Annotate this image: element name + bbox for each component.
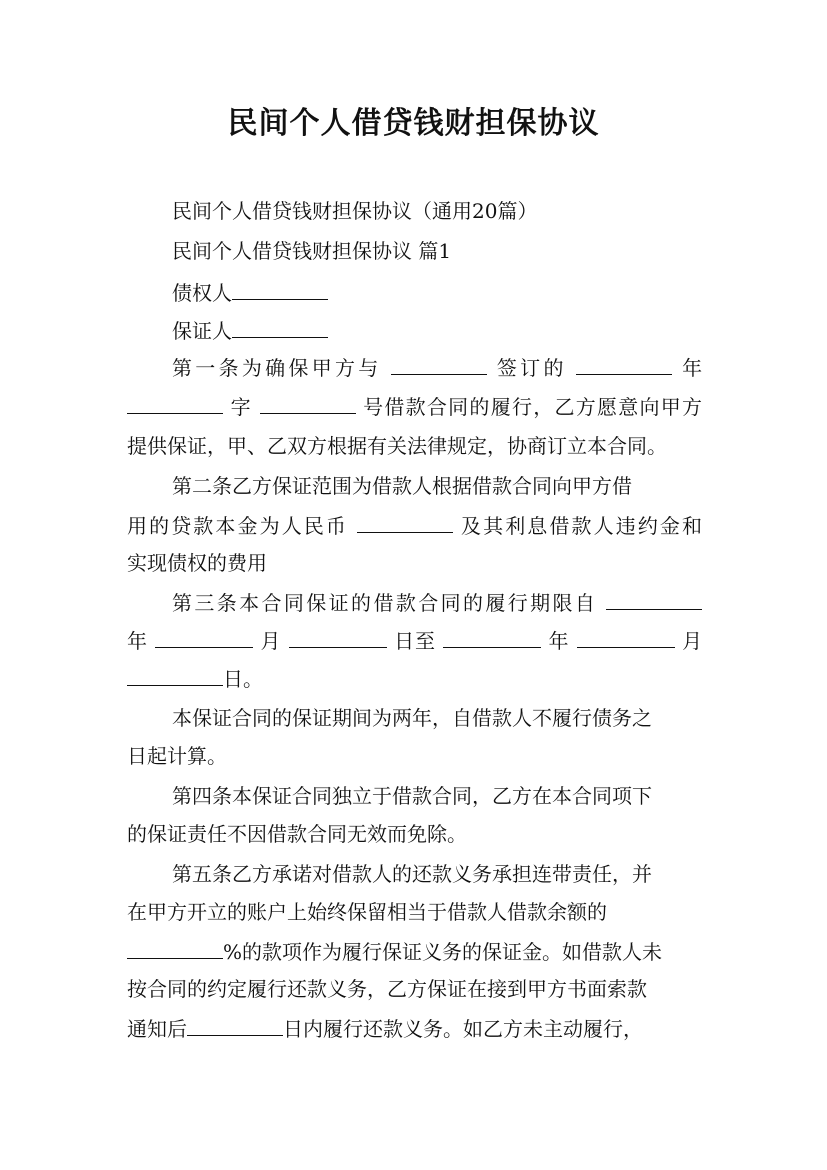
clause-3-line	[172, 587, 702, 618]
clause-5-line	[127, 936, 702, 967]
clause-1-line	[172, 352, 702, 383]
section-heading	[172, 236, 702, 266]
text: %的款项作为履行保证义务的保证金。如借款人未	[223, 940, 663, 964]
document-title: 民间个人借贷钱财担保协议	[227, 106, 600, 141]
text: 号借款合同的履行，乙方愿意向甲方	[363, 395, 703, 419]
blank-field	[357, 510, 453, 533]
text: 年	[127, 629, 148, 653]
clause-4-line	[127, 819, 702, 849]
text: 第五条乙方承诺对借款人的还款义务承担连带责任，并	[172, 862, 652, 886]
text: 第三条本合同保证的借款合同的履行期限自	[172, 591, 598, 615]
clause-5-line	[172, 859, 702, 889]
text: 通知后	[127, 1017, 187, 1041]
clause-2-line	[172, 471, 702, 501]
subtitle-line	[172, 196, 702, 226]
clause-4-line	[172, 781, 702, 811]
blank-field	[260, 391, 356, 414]
text: 及其利息借款人违约金和	[460, 514, 703, 538]
blank-field	[187, 1013, 283, 1036]
text: 第一条为确保甲方与	[172, 356, 382, 380]
blank-field	[232, 277, 328, 300]
text: 本保证合同的保证期间为两年，自借款人不履行债务之	[172, 706, 652, 730]
text: 年	[548, 629, 570, 653]
clause-2-line	[127, 548, 702, 578]
clause-3-line	[127, 625, 702, 656]
text: 民间个人借贷钱财担保协议（通用20篇）	[172, 199, 538, 223]
blank-field	[155, 625, 253, 648]
text: 保证人	[172, 319, 232, 343]
text: 签订的	[496, 356, 567, 380]
blank-field	[391, 352, 487, 375]
text: 的保证责任不因借款合同无效而免除。	[127, 822, 467, 846]
text: 提供保证，甲、乙双方根据有关法律规定，协商订立本合同。	[127, 434, 667, 458]
blank-field	[127, 663, 223, 686]
text: 在甲方开立的账户上始终保留相当于借款人借款余额的	[127, 900, 607, 924]
clause-3-line	[127, 663, 702, 694]
text: 日。	[223, 667, 263, 691]
text: 债权人	[172, 281, 232, 305]
blank-field	[576, 352, 672, 375]
clause-5-line	[127, 974, 702, 1004]
clause-1-line	[127, 431, 702, 461]
blank-field	[127, 391, 223, 414]
clause-5-line	[127, 1013, 702, 1044]
text: 年	[682, 356, 703, 380]
clause-1-line	[127, 391, 702, 422]
blank-field	[289, 625, 387, 648]
blank-field	[127, 936, 223, 959]
text: 实现债权的费用	[127, 551, 267, 575]
text: 民间个人借贷钱财担保协议 篇1	[172, 239, 452, 263]
text: 字	[230, 395, 252, 419]
blank-field	[443, 625, 541, 648]
guarantor-line	[172, 315, 702, 346]
text: 用的贷款本金为人民币	[127, 514, 349, 538]
blank-field	[577, 625, 675, 648]
text: 日内履行还款义务。如乙方未主动履行，	[283, 1017, 643, 1041]
text: 日起计算。	[127, 744, 227, 768]
clause-5-line	[127, 897, 702, 927]
text: 月	[682, 629, 703, 653]
creditor-line	[172, 277, 702, 308]
text: 日至	[394, 629, 436, 653]
guarantee-period-line	[172, 703, 702, 733]
blank-field	[606, 587, 702, 610]
text: 第四条本保证合同独立于借款合同，乙方在本合同项下	[172, 784, 652, 808]
clause-2-line	[127, 510, 702, 541]
text: 按合同的约定履行还款义务，乙方保证在接到甲方书面索款	[127, 977, 647, 1001]
text: 月	[260, 629, 282, 653]
text: 第二条乙方保证范围为借款人根据借款合同向甲方借	[172, 474, 632, 498]
blank-field	[232, 315, 328, 338]
guarantee-period-line	[127, 741, 702, 771]
